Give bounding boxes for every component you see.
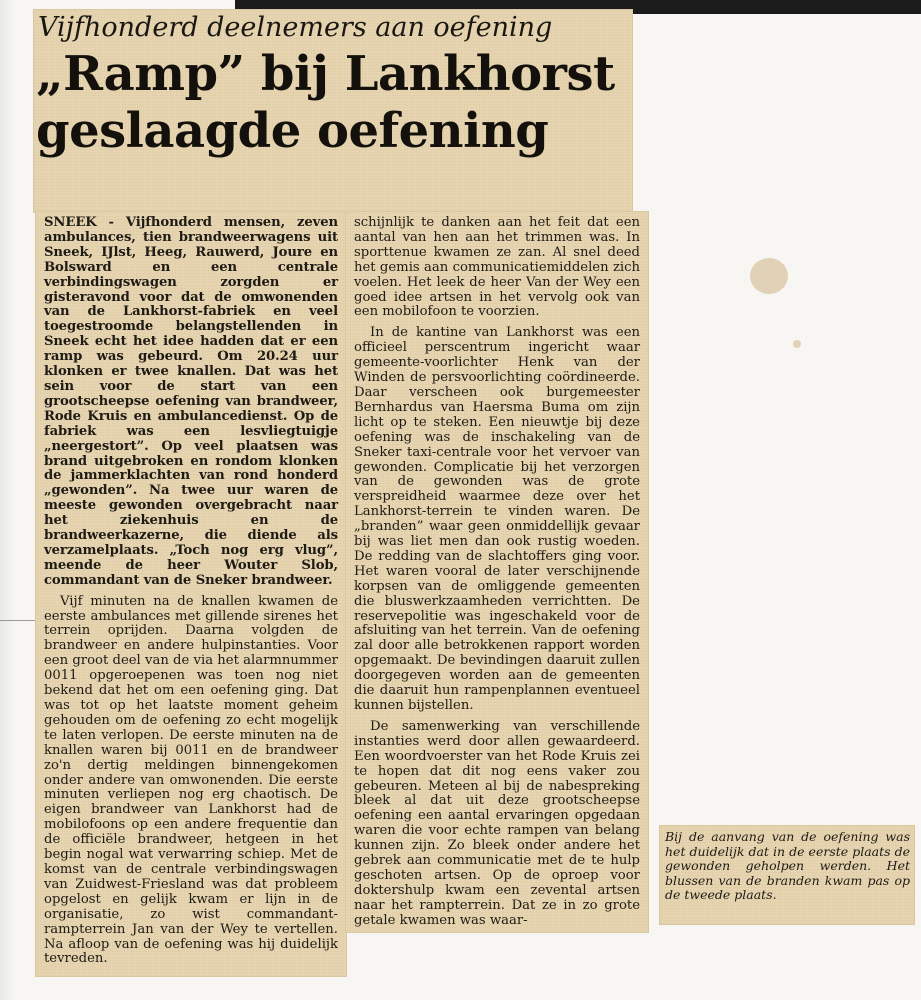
column-1-text xyxy=(36,212,346,967)
article-headline xyxy=(36,46,636,160)
column-2-clipping xyxy=(346,212,648,932)
column-2-text xyxy=(346,212,648,929)
column-2-paragraph-3: De samenwerking van verschillende instanties werd door allen gewaardeerd. Een woordvoerster van het Rode Kruis zei te hopen dat dit nog eens vaker zou gebeuren. Meteen al bij de nabespreking bleek al dat uit deze grootscheepse oefening een aantal ervaringen opgedaan waren die voor echte rampen van belang kunnen zijn. Zo bleek onder andere het gebrek aan communicatie met de te hulp geschoten artsen. Op de oproep voor doktershulp kwam een zevental artsen naar het rampterrein. Dat ze in zo grote getale kwamen was waar- xyxy=(354,718,640,928)
headline-line-2: geslaagde oefening xyxy=(36,103,549,159)
headline-line-1: „Ramp” bij Lankhorst xyxy=(36,46,615,102)
paper-speck xyxy=(793,340,801,348)
fold-line xyxy=(0,620,36,621)
article-kicker: Vijfhonderd deelnemers aan oefening xyxy=(38,12,553,43)
column-1-clipping xyxy=(36,212,346,976)
intro-paragraph: SNEEK - Vijfhonderd mensen, zeven ambulances, tien brandweerwagens uit Sneek, IJlst, Heeg, Rauwerd, Joure en Bolsward en een centrale verbindingswagen zorgden er gisteravond voor dat de omwonenden van de Lankhorst-fabriek en veel toegestroomde belangstellenden in Sneek echt het idee hadden dat er een ramp was gebeurd. Om 20.24 uur klonken er twee knallen. Dat was het sein voor de start van een grootscheepse oefening van brandweer, Rode Kruis en ambulancedienst. Op de fabriek was een lesvliegtuigje „neergestort”. Op veel plaatsen was brand uitgebroken en rondom klonken de jammerklachten van rond honderd „gewonden”. Na twee uur waren de meeste gewonden overgebracht naar het ziekenhuis en de brandweerkazerne, die diende als verzamelplaats. „Toch nog erg vlug”, meende de heer Wouter Slob, commandant van de Sneker brandweer. xyxy=(44,215,338,588)
photo-caption: Bij de aanvang van de oefening was het duidelijk dat in de eerste plaats de gewonden geholpen werden. Het blussen van de branden kwam pas op de tweede plaats. xyxy=(665,829,910,903)
paper-stain xyxy=(750,258,788,294)
column-2-paragraph-1: schijnlijk te danken aan het feit dat een aantal van hen aan het trimmen was. In sporttenue kwamen ze zan. Al snel deed het gemis aan communicatiemiddelen zich voelen. Het leek de heer Van der Wey een goed idee artsen in het vervolg ook van een mobilofoon te voorzien. xyxy=(354,215,640,320)
column-2-paragraph-2: In de kantine van Lankhorst was een officieel perscentrum ingericht waar gemeente-voorlichter Henk van der Winden de persvoorlichting coördineerde. Daar verscheen ook burgemeester Bernhardus van Haersma Buma om zijn licht op te steken. Een nieuwtje bij deze oefening was de inschakeling van de Sneker taxi-centrale voor het vervoer van gewonden. Complicatie bij het verzorgen van de gewonden was de grote verspreidheid waarmee deze over het Lankhorst-terrein te vinden waren. De „branden” waar geen onmiddellijk gevaar bij was liet men dan ook rustig woeden. De redding van de slachtoffers ging voor. Het waren vooral de later verschijnende korpsen van de omliggende gemeenten die bluswerkzaamheden verrichtten. De reservepolitie was ingeschakeld voor de afsluiting van het terrein. Van de oefening zal door alle betrokkenen rapport worden opgemaakt. De bevindingen daaruit zullen doorgegeven worden aan de gemeenten die daaruit hun rampenplannen eventueel kunnen bijstellen. xyxy=(354,325,640,713)
scanner-left-edge xyxy=(0,0,14,1000)
column-1-paragraph-2: Vijf minuten na de knallen kwamen de eerste ambulances met gillende sirenes het terrein oprijden. Daarna volgden de brandweer en andere hulpinstanties. Voor een groot deel van de via het alarmnummer 0011 opgeroepenen was toen nog niet bekend dat het om een oefening ging. Dat was tot op het laatste moment geheim gehouden om de oefening zo echt mogelijk te laten verlopen. De eerste minuten na de knallen waren bij 0011 en de brandweer zo'n dertig meldingen binnengekomen onder andere van omwonenden. Die eerste minuten verliepen nog erg chaotisch. De eigen brandweer van Lankhorst had de mobilofoons op een andere frequentie dan de officiële brandweer, hetgeen in het begin nogal wat verwarring schiep. Met de komst van de centrale verbindingswagen van Zuidwest-Friesland was dat probleem opgelost en gelijk kwam er lijn in de organisatie, zo wist commandant-rampterrein Jan van der Wey te vertellen. Na afloop van de oefening was hij duidelijk tevreden. xyxy=(44,593,338,967)
